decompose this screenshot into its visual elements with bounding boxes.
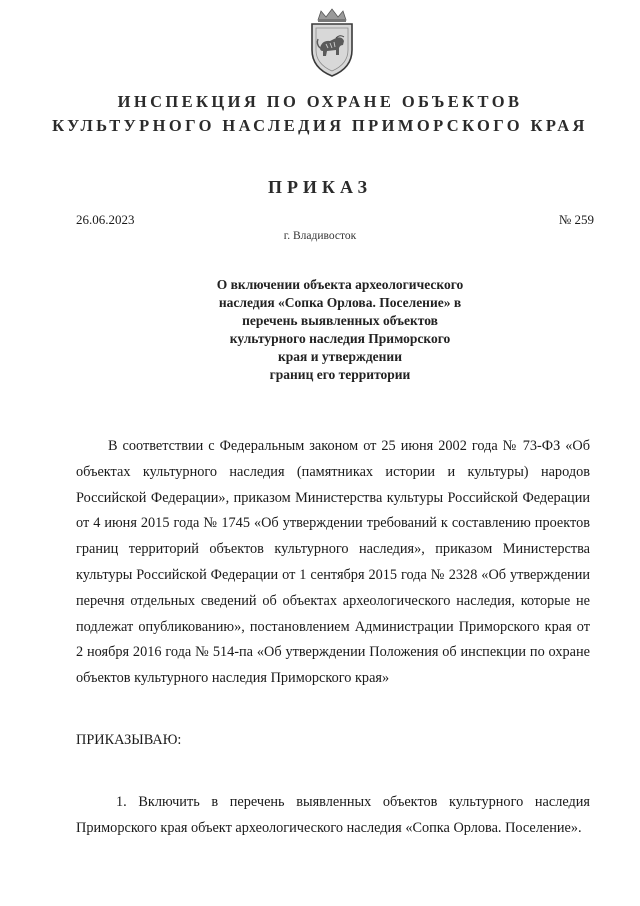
organization-name-line1: ИНСПЕКЦИЯ ПО ОХРАНЕ ОБЪЕКТОВ [117, 92, 523, 111]
order-city: г. Владивосток [283, 230, 357, 242]
subject-line: О включении объекта археологического [216, 277, 464, 292]
subject-line: края и утверждении [278, 349, 402, 364]
order-item-1: 1. Включить в перечень выявленных объектов культурного наследия Приморского края объект археологического наследия «Сопка Орлова. Поселение». [76, 794, 590, 836]
decree-heading: ПРИКАЗЫВАЮ: [76, 732, 182, 748]
subject-line: перечень выявленных объектов [242, 313, 438, 328]
organization-name-line2: КУЛЬТУРНОГО НАСЛЕДИЯ ПРИМОРСКОГО КРАЯ [52, 116, 588, 135]
subject-line: границ его территории [269, 367, 411, 382]
subject-line: наследия «Сопка Орлова. Поселение» в [218, 295, 462, 310]
subject-line: культурного наследия Приморского [229, 331, 451, 346]
order-date: 26.06.2023 [76, 212, 135, 227]
order-number: № 259 [558, 212, 594, 227]
document-title: ПРИКАЗ [267, 177, 373, 197]
order-subject [200, 276, 480, 384]
coat-of-arms-icon [306, 8, 358, 78]
preamble-paragraph: В соответствии с Федеральным законом от 25 июня 2002 года № 73-ФЗ «Об объектах культурного наследия (памятниках истории и культуры) народов Российской Федерации», приказом Министерства культуры Российской Федерации от 4 июня 2015 года № 1745 «Об утверждении требований к составлению проектов границ территорий объектов культурного наследия», приказом Министерства культуры Российской Федерации от 1 сентября 2015 года № 2328 «Об утверждении перечня отдельных сведений об объектах археологического наследия, которые не подлежат опубликованию», постановлением Администрации Приморского края от 2 ноября 2016 года № 514-па «Об утверждении Положения об инспекции по охране объектов культурного наследия Приморского края» [76, 438, 590, 687]
